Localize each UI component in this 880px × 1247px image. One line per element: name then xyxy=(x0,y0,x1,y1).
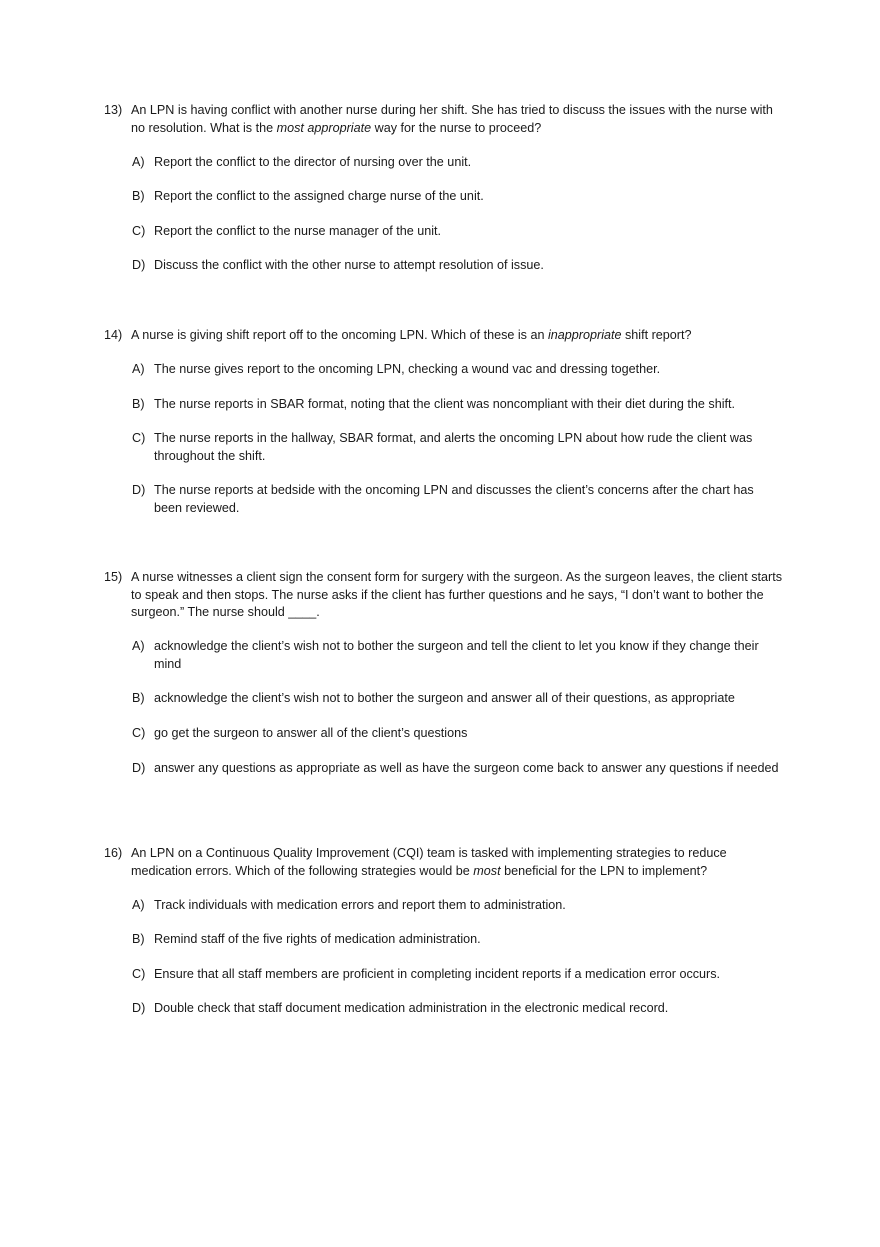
question-stem xyxy=(104,327,784,345)
question-block xyxy=(104,569,784,777)
option-text: answer any questions as appropriate as well as have the surgeon come back to answer any questions if needed xyxy=(154,760,779,775)
question-number: 13) xyxy=(104,103,123,117)
question-text-pre: An LPN on a Continuous Quality Improvement (CQI) team is tasked with implementing strategies to reduce medication errors. Which of the following strategies would be xyxy=(131,846,727,878)
option-letter: B) xyxy=(132,691,145,706)
answer-option xyxy=(132,690,784,708)
answer-options xyxy=(132,361,784,518)
question-text-post: shift report? xyxy=(621,328,692,342)
option-text: The nurse gives report to the oncoming LPN, checking a wound vac and dressing together. xyxy=(154,362,661,377)
option-text: Ensure that all staff members are proficient in completing incident reports if a medication error occurs. xyxy=(154,966,721,981)
answer-option xyxy=(132,361,784,379)
question-block xyxy=(104,845,784,1018)
option-letter: A) xyxy=(132,639,145,654)
answer-option xyxy=(132,188,784,206)
option-text: Report the conflict to the director of nursing over the unit. xyxy=(154,154,472,169)
question-text-post: way for the nurse to proceed? xyxy=(371,120,542,135)
question-emphasis: inappropriate xyxy=(547,328,622,342)
question-emphasis: most appropriate xyxy=(276,120,372,135)
option-letter: D) xyxy=(132,1001,146,1016)
option-letter: B) xyxy=(132,932,145,947)
answer-option xyxy=(132,396,784,414)
answer-options xyxy=(132,897,784,1018)
answer-option xyxy=(132,430,784,465)
question-stem xyxy=(104,102,784,137)
option-letter: B) xyxy=(132,396,145,411)
answer-option xyxy=(132,154,784,172)
question-number: 16) xyxy=(104,846,123,860)
option-text: Remind staff of the five rights of medication administration. xyxy=(154,932,481,947)
option-letter: A) xyxy=(132,362,145,377)
question-emphasis: most xyxy=(473,863,501,878)
option-letter: A) xyxy=(132,154,145,169)
option-text: Discuss the conflict with the other nurse to attempt resolution of issue. xyxy=(154,258,544,273)
answer-option xyxy=(132,1000,784,1018)
question-stem xyxy=(104,569,784,622)
option-letter: C) xyxy=(132,431,146,446)
option-letter: D) xyxy=(132,258,146,273)
answer-option xyxy=(132,725,784,743)
question-text-post: beneficial for the LPN to implement? xyxy=(500,863,708,878)
question-text-pre: A nurse is giving shift report off to the oncoming LPN. Which of these is an xyxy=(131,328,548,342)
answer-option xyxy=(132,223,784,241)
option-text: acknowledge the client’s wish not to bother the surgeon and tell the client to let you know if they change their mind xyxy=(154,639,759,671)
option-letter: C) xyxy=(132,966,146,981)
answer-option xyxy=(132,931,784,949)
question-text xyxy=(131,569,784,622)
answer-option xyxy=(132,760,784,778)
question-number: 15) xyxy=(104,570,123,584)
option-letter: C) xyxy=(132,726,146,741)
option-letter: D) xyxy=(132,483,146,498)
answer-option xyxy=(132,897,784,915)
option-text: acknowledge the client’s wish not to bother the surgeon and answer all of their questions, as appropriate xyxy=(154,691,735,706)
answer-options xyxy=(132,638,784,777)
option-text: Track individuals with medication errors and report them to administration. xyxy=(154,897,566,912)
option-text: The nurse reports at bedside with the oncoming LPN and discusses the client’s concerns after the chart has been reviewed. xyxy=(154,483,754,516)
question-stem xyxy=(104,845,784,880)
option-text: The nurse reports in SBAR format, noting that the client was noncompliant with their diet during the shift. xyxy=(154,396,736,411)
answer-option xyxy=(132,482,784,517)
question-text-pre: A nurse witnesses a client sign the consent form for surgery with the surgeon. As the surgeon leaves, the client starts to speak and then stops. The nurse asks if the client has further questions and he says, “I don’t want to bother the surgeon.” The nurse should ____. xyxy=(131,570,783,620)
question-block xyxy=(104,102,784,275)
option-letter: A) xyxy=(132,897,145,912)
question-number: 14) xyxy=(104,328,123,342)
option-text: go get the surgeon to answer all of the client’s questions xyxy=(154,726,468,741)
answer-option xyxy=(132,966,784,984)
answer-option xyxy=(132,638,784,673)
question-text xyxy=(131,845,784,880)
option-text: Double check that staff document medication administration in the electronic medical record. xyxy=(154,1001,669,1016)
option-text: Report the conflict to the assigned charge nurse of the unit. xyxy=(154,189,484,204)
option-text: Report the conflict to the nurse manager of the unit. xyxy=(154,223,442,238)
question-text xyxy=(131,102,784,137)
option-letter: B) xyxy=(132,189,145,204)
option-letter: C) xyxy=(132,223,146,238)
question-text xyxy=(131,327,784,345)
option-letter: D) xyxy=(132,760,146,775)
question-block xyxy=(104,327,784,518)
answer-option xyxy=(132,257,784,275)
question-text-pre: An LPN is having conflict with another nurse during her shift. She has tried to discuss the issues with the nurse with no resolution. What is the xyxy=(131,103,773,135)
option-text: The nurse reports in the hallway, SBAR format, and alerts the oncoming LPN about how rude the client was throughout the shift. xyxy=(154,431,753,463)
answer-options xyxy=(132,154,784,275)
